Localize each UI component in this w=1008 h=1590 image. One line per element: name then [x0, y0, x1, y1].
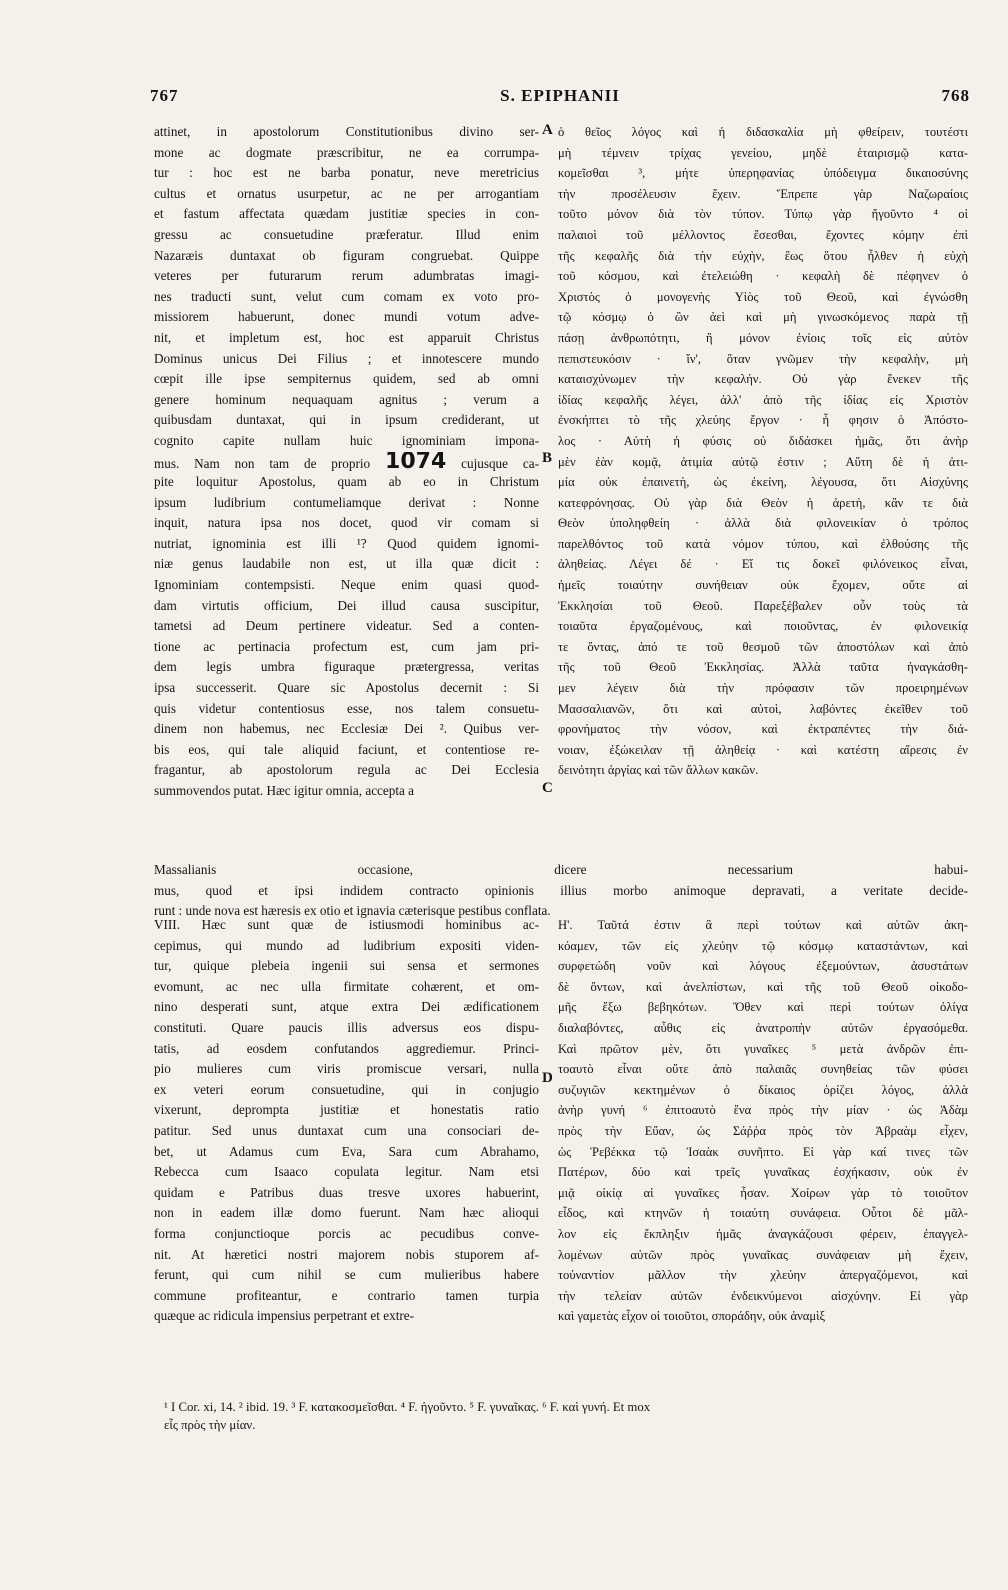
- latin-text-line: fragantur, ab apostolorum regula ac Dei Ecclesia: [154, 762, 539, 778]
- running-title: S. EPIPHANII: [500, 86, 620, 105]
- latin-text-line: tur : hoc est ne barba ponatur, neve meretricius: [154, 165, 539, 181]
- latin-text-line: forma conjunctioque porcis ac pecudibus conve-: [154, 1225, 539, 1241]
- footnote-line: ¹ I Cor. xi, 14. ² ibid. 19. ³ F. κατακοσμεῖσθαι. ⁴ F. ἡγοῦντο. ⁵ F. γυναῖκας. ⁶ F. καὶ γυνή. Et mox: [164, 1400, 651, 1414]
- greek-text-line: τὴν προσέλευσιν ἔχειν. Ἔπρεπε γὰρ Ναζωραίοις: [558, 186, 968, 201]
- latin-text-line: bis eos, qui tale aliquid faciunt, et contentiose re-: [154, 741, 539, 757]
- latin-text-line: VIII. Hæc sunt quæ de istiusmodi hominibus ac-: [154, 917, 539, 932]
- latin-text-line: tatis, ad eosdem confutandos aggrediemur. Princi-: [154, 1040, 539, 1056]
- latin-text-line: genere hominum nequaquam agnitus ; verum a: [154, 391, 539, 407]
- greek-text-line: τῆς τοῦ Θεοῦ Ἐκκλησίας. Ἀλλὰ ταῦτα ἠναγκάσθη-: [558, 660, 968, 675]
- greek-text-line: λον εἰς ἔκπληξιν ἡμᾶς ἀναγκάζουσι φέρειν, ἐπαγγελ-: [558, 1226, 968, 1241]
- greek-column-top: [558, 122, 968, 781]
- greek-text-line: λομένων αὐτῶν πρὸς γυναῖκας συνάφειαν μὴ ἔχειν,: [558, 1247, 968, 1262]
- latin-text-line: attinet, in apostolorum Constitutionibus divino ser-: [154, 124, 539, 139]
- latin-text-line: Rebecca cum Isaaco copulata legitur. Nam etsi: [154, 1164, 539, 1180]
- greek-text-line: νοιαν, ἐξώκειλαν τῇ ἀληθείᾳ · καὶ κατέστη αἵρεσις ἐν: [558, 742, 968, 757]
- margin-marker-a: A: [542, 122, 553, 138]
- greek-text-line: ἐνσκήπτει τὸ τῆς χλεύης ἔργον · ἦ φησιν ὁ Ἀπόστο-: [558, 413, 968, 428]
- page-number-right: 768: [941, 86, 970, 105]
- footnote-line: εἷς πρὸς τὴν μίαν.: [164, 1418, 256, 1432]
- latin-text-line: nit. At hæretici nostri majorem nobis stuporem af-: [154, 1246, 539, 1262]
- page-number-left: 767: [150, 86, 179, 105]
- greek-text-line: συρφετώδη νοῦν καὶ λόγους ἐξεμούντων, ἀσυστάτων: [558, 959, 968, 974]
- full-width-text-line: Massalianis occasione, dicere necessarium habui-: [154, 862, 968, 877]
- full-width-text-line: mus, quod et ipsi indidem contracto opinionis illius morbo animoque depravati, a veritate decide-: [154, 882, 968, 898]
- greek-text-line: τῷ κόσμῳ ὁ ὢν ἀεὶ καὶ μὴ γινωσκόμενος παρὰ τῇ: [558, 310, 968, 325]
- latin-text-fragment: mus. Nam non tam de proprio: [154, 455, 386, 471]
- latin-text-line: vixerunt, deprompta justitiæ et honestatis ratio: [154, 1102, 539, 1118]
- greek-text-line: Χριστὸς ὁ μονογενὴς Υἱὸς τοῦ Θεοῦ, καὶ ἐγνώσθη: [558, 289, 968, 304]
- latin-text-line: quæque ac ridicula impensius perpetrant et extre-: [154, 1308, 414, 1324]
- greek-text-line: καὶ γαμετὰς εἶχον οἱ τοιοῦτοι, σποράδην, οὐκ ἀναμὶξ: [558, 1309, 826, 1324]
- greek-text-line: μῆς ἔξω βεβηκότων. Ὅθεν καὶ περὶ τούτων ὀλίγα: [558, 1000, 968, 1015]
- greek-text-line: Μασσαλιανῶν, ὅτι καὶ αὐτοὶ, λαβόντες ἐκεῖθεν τοῦ: [558, 701, 968, 716]
- latin-text-line: nes traducti sunt, velut cum comam ex voto pro-: [154, 288, 539, 304]
- latin-column-bottom: [154, 915, 539, 1327]
- latin-text-line: nino desperati sunt, atque extra Dei ædificationem: [154, 999, 539, 1015]
- latin-text-line: evomunt, ac nec ulla firmitate cohærent, et om-: [154, 978, 539, 994]
- greek-text-line: τοιαῦτα ἐργαζομένους, καὶ ποιοῦντας, ἐν φιλονεικίᾳ: [558, 619, 968, 634]
- latin-text-fragment: cujusque ca-: [446, 455, 539, 471]
- latin-text-line: Dominus unicus Dei Filius ; et innotescere mundo: [154, 350, 539, 366]
- greek-text-line: λος · Αὐτὴ ἡ φύσις οὐ διδάσκει ἡμᾶς, ὅτι ἀνὴρ: [558, 433, 968, 448]
- greek-text-line: Καὶ πρῶτον μὲν, ὅτι γυναῖκες ⁵ μετὰ ἀνδρῶν ἐπι-: [558, 1041, 968, 1056]
- latin-text-line: bet, ut Adamus cum Eva, Sara cum Abrahamo,: [154, 1143, 539, 1159]
- greek-text-line: τε ὄντας, ἀπό τε τοῦ θεσμοῦ τῶν ἀποστόλων καὶ ἀπὸ: [558, 639, 968, 654]
- latin-text-line: patitur. Sed unus duntaxat cum una consociari de-: [154, 1122, 539, 1138]
- latin-text-line: et fastum affectata quædam justitiæ species in con-: [154, 206, 539, 222]
- greek-text-line: τοῦτο μόνον διὰ τὸν τύπον. Τύπῳ γὰρ ἤγοῦντο ⁴ οἱ: [558, 207, 968, 222]
- latin-text-line: nutriat, ignominia est illi ¹? Quod quidem ignomi-: [154, 535, 539, 551]
- latin-text-line: pio mulieres cum viris promiscue versari, nulla: [154, 1061, 539, 1077]
- greek-text-line: παλαιοὶ τοῦ μέλλοντος ἔσεσθαι, ἔχοντες κόμην ἐπὶ: [558, 227, 968, 242]
- latin-text-line: constituti. Quare paucis illis adversus eos dispu-: [154, 1019, 539, 1035]
- margin-marker-c: C: [542, 780, 553, 796]
- greek-text-line: μία οὐκ ἐπαινετὴ, ὡς ἐκείνη, λέγουσα, ὅτι Αἰσχύνης: [558, 475, 968, 490]
- greek-text-line: συζυγιῶν κεκτημένων ὁ δίκαιος ὁρίζει λόγος, ἀλλὰ: [558, 1082, 968, 1097]
- greek-text-line: δὲ ὄντων, καὶ ἀνελπίστων, καὶ τῆς τοῦ Θεοῦ οἰκοδο-: [558, 979, 968, 994]
- full-width-lines: [154, 860, 968, 922]
- greek-text-line: μιᾷ οἰκίᾳ αἱ γυναῖκες ἦσαν. Χοίρων γὰρ τὸ τοιοῦτον: [558, 1185, 968, 1200]
- latin-text-line: dem legis umbra figuraque prætergressa, veritas: [154, 659, 539, 675]
- latin-text-line: quibusdam duntaxat, qui in ipsum crediderant, ut: [154, 412, 539, 428]
- greek-text-line: πρὸς τὴν Εὔαν, ὡς Σάῤῥα πρὸς τὸν Ἀβραὰμ εἶχεν,: [558, 1123, 968, 1138]
- page-header: [150, 86, 970, 112]
- latin-text-line: dinem non habemus, nec Ecclesiæ Dei ². Quibus ver-: [154, 721, 539, 737]
- latin-text-line: gressu ac consuetudine præferatur. Illud enim: [154, 226, 539, 242]
- latin-text-line: veteres per futurarum rerum adumbratas imagi-: [154, 268, 539, 284]
- latin-text-line: ipsum ludibrium contumeliamque derivat : Nonne: [154, 494, 539, 510]
- latin-text-line: mone ac dogmate præscribitur, ne ea corrumpa-: [154, 144, 539, 160]
- latin-text-line: pite loquitur Apostolus, quam ab eo in Christum: [154, 474, 539, 490]
- latin-text-line: tametsi ad Deum pertinere videatur. Sed a conten-: [154, 618, 539, 634]
- greek-text-line: ἡμεῖς τοιαύτην συνήθειαν οὐκ ἔχομεν, οὔτε αἱ: [558, 578, 968, 593]
- latin-text-line: quis videtur contentiosus esse, nos talem consuetu-: [154, 700, 539, 716]
- margin-marker-d: D: [542, 1070, 553, 1086]
- latin-text-line: cœpit ille ipse sempiternus quidem, sed ab omni: [154, 371, 539, 387]
- latin-text-line: cepimus, qui mundo ad ludibrium expositi viden-: [154, 937, 539, 953]
- greek-text-line: τοὐναντίον μᾶλλον τὴν χλεύην ἀπεργαζόμενοι, καὶ: [558, 1268, 968, 1283]
- greek-text-line: κομεῖσθαι ³, μήτε ὑπερηφανίας ὑπόδειγμα δικαιοσύνης: [558, 166, 968, 181]
- latin-text-line: Ignominiam contempsisti. Neque enim quasi quod-: [154, 577, 539, 593]
- greek-text-line: τοαυτὸ εἶναι οὔτε ἀπὸ παλαιᾶς συνηθείας τῶν φύσει: [558, 1062, 968, 1077]
- greek-text-line: ἀνὴρ γυνή ⁶ ἐπιτοαυτὸ ἕνα πρὸς τὴν μίαν · ὡς Ἀδὰμ: [558, 1103, 968, 1118]
- latin-text-line: cognito capite nullam huic ignominiam impona-: [154, 432, 539, 448]
- latin-text-line: quidam e Patribus duas tresve uxores habuerint,: [154, 1184, 539, 1200]
- greek-text-line: τὴν τελείαν αὐτῶν ἐνδεικνύμενοι αἰσχύνην. Εἰ γὰρ: [558, 1288, 968, 1303]
- latin-text-line: dam virtutis officium, Dei illud causa suscipitur,: [154, 597, 539, 613]
- margin-marker-b: B: [542, 450, 553, 466]
- greek-text-line: ἀληθείας. Λέγει δέ · Εἴ τις δοκεῖ φιλόνεικος εἶναι,: [558, 557, 968, 572]
- latin-text-line: ex veteri eorum consuetudine, qui in conjugio: [154, 1081, 539, 1097]
- latin-text-line: inquit, natura ipsa nos docet, quod vir comam si: [154, 515, 539, 531]
- greek-text-line: κόαμεν, τῶν εἰς χλεύην τῷ κόσμῳ καταστάντων, καὶ: [558, 938, 968, 953]
- latin-text-line: ipsa successerit. Quare sic Apostolus decernit : Si: [154, 680, 539, 696]
- latin-text-line: missiorem habuerunt, donec mundi votum adve-: [154, 309, 539, 325]
- latin-text-line: commune profiteantur, e contrario tamen turpia: [154, 1287, 539, 1303]
- latin-text-line: [154, 452, 539, 473]
- greek-text-line: τοῦ κόσμου, καὶ ἐτελειώθη · κεφαλὴ δὲ πέφηνεν ὁ: [558, 269, 968, 284]
- greek-text-line: ὁ θεῖος λόγος καὶ ἡ διδασκαλία μὴ φθείρειν, τουτέστι: [558, 125, 968, 139]
- latin-text-line: nit, et impletum est, hoc est apparuit Christus: [154, 329, 539, 345]
- latin-text-line: tione ac pertinacia profectum est, cum jam pri-: [154, 638, 539, 654]
- greek-text-line: μεν λέγειν διὰ τὴν πρόφασιν τῶν προειρημένων: [558, 681, 968, 696]
- greek-column-bottom: [558, 915, 968, 1327]
- latin-text-line: summovendos putat. Hæc igitur omnia, accepta a: [154, 783, 415, 798]
- greek-text-line: εἶδος, καὶ κτηνῶν ἡ τοιαύτη συνάφεια. Οὗτοι δὲ μᾶλ-: [558, 1206, 968, 1221]
- greek-text-line: Ἐκκλησίαι τοῦ Θεοῦ. Παρεξέβαλεν οὖν τοὺς τὰ: [558, 598, 968, 613]
- greek-text-line: Θεὸν ὑποληφθείη · ἀλλὰ διὰ φιλονεικίαν ὁ τρόπος: [558, 516, 968, 531]
- latin-text-line: tur, quique plebeia ingenii sui sensa et sermones: [154, 958, 539, 974]
- full-width-text-line: runt : unde nova est hæresis ex otio et ignavia cæterisque pestibus conflata.: [154, 903, 551, 919]
- greek-text-line: δεινότητι ἀργίας καὶ τῶν ἄλλων κακῶν.: [558, 763, 759, 778]
- column-number: 1074: [385, 451, 447, 473]
- latin-text-line: ferunt, qui cum nihil se cum mulieribus habere: [154, 1267, 539, 1283]
- greek-text-line: ἰδίας κεφαλῆς λέγει, ἀλλ' ἀπὸ τῆς ἰδίας εἰς Χριστὸν: [558, 392, 968, 407]
- greek-text-line: παρελθόντος τοῦ κατὰ νόμον τύπου, καὶ ἐλθούσης τῆς: [558, 536, 968, 551]
- greek-text-line: διαλαβόντες, αὖθις εἰς ἀνατροπὴν αὐτῶν ἐργασόμεθα.: [558, 1020, 968, 1035]
- greek-text-line: μὲν ἐὰν κομᾷ, ἀτιμία αὐτῷ ἐστιν ; Αὕτη δὲ ἡ ἀτι-: [558, 454, 968, 469]
- greek-text-line: ὡς Ῥεβέκκα τῷ Ἰσαὰκ συνῆπτο. Εἰ γὰρ καί τινες τῶν: [558, 1144, 968, 1159]
- greek-text-line: κατεφρόνησας. Οὐ γὰρ διὰ Θεὸν ἡ ἀρετὴ, κἂν τε διὰ: [558, 495, 968, 510]
- greek-text-line: πεπιστευκόσιν · ἵν', ὅταν γνῶμεν τὴν κεφαλὴν, μὴ: [558, 351, 968, 366]
- latin-text-line: non in eadem illæ domo fuerunt. Nam hæc alioqui: [154, 1205, 539, 1221]
- greek-text-line: Πατέρων, δύο καὶ τρεῖς γυναῖκας ἐσχήκασιν, οὐκ ἐν: [558, 1165, 968, 1180]
- footnotes: [164, 1398, 969, 1434]
- greek-text-line: Η'. Ταῦτά ἐστιν ἃ περὶ τούτων καὶ αὐτῶν ἀκη-: [558, 918, 968, 932]
- greek-text-line: μὴ τέμνειν τρίχας γενείου, μηδὲ ἑταιρισμῷ κατα-: [558, 145, 968, 160]
- latin-text-line: niæ genus laudabile non est, ut illa quæ dicit :: [154, 556, 539, 572]
- greek-text-line: καταισχύνωμεν τὴν κεφαλήν. Οὐ γὰρ ἕνεκεν τῆς: [558, 372, 968, 387]
- latin-text-line: Nazaræis duntaxat ob figuram congruebat. Quippe: [154, 247, 539, 263]
- greek-text-line: φρονήματος τὴν νόσον, καὶ ἐκτραπέντες τὴν διά-: [558, 722, 968, 737]
- latin-text-line: cultus et ornatus usurpetur, ac ne per arrogantiam: [154, 185, 539, 201]
- greek-text-line: τῆς κεφαλῆς διὰ τὴν εὐχὴν, ἕως ὅτου ἦλθεν ἡ εὐχὴ: [558, 248, 968, 263]
- greek-text-line: πάσῃ ἀνθρωπότητι, ἢ μόνον ἐνίοις τοῖς εἰς αὐτὸν: [558, 330, 968, 345]
- latin-column-top: [154, 122, 539, 802]
